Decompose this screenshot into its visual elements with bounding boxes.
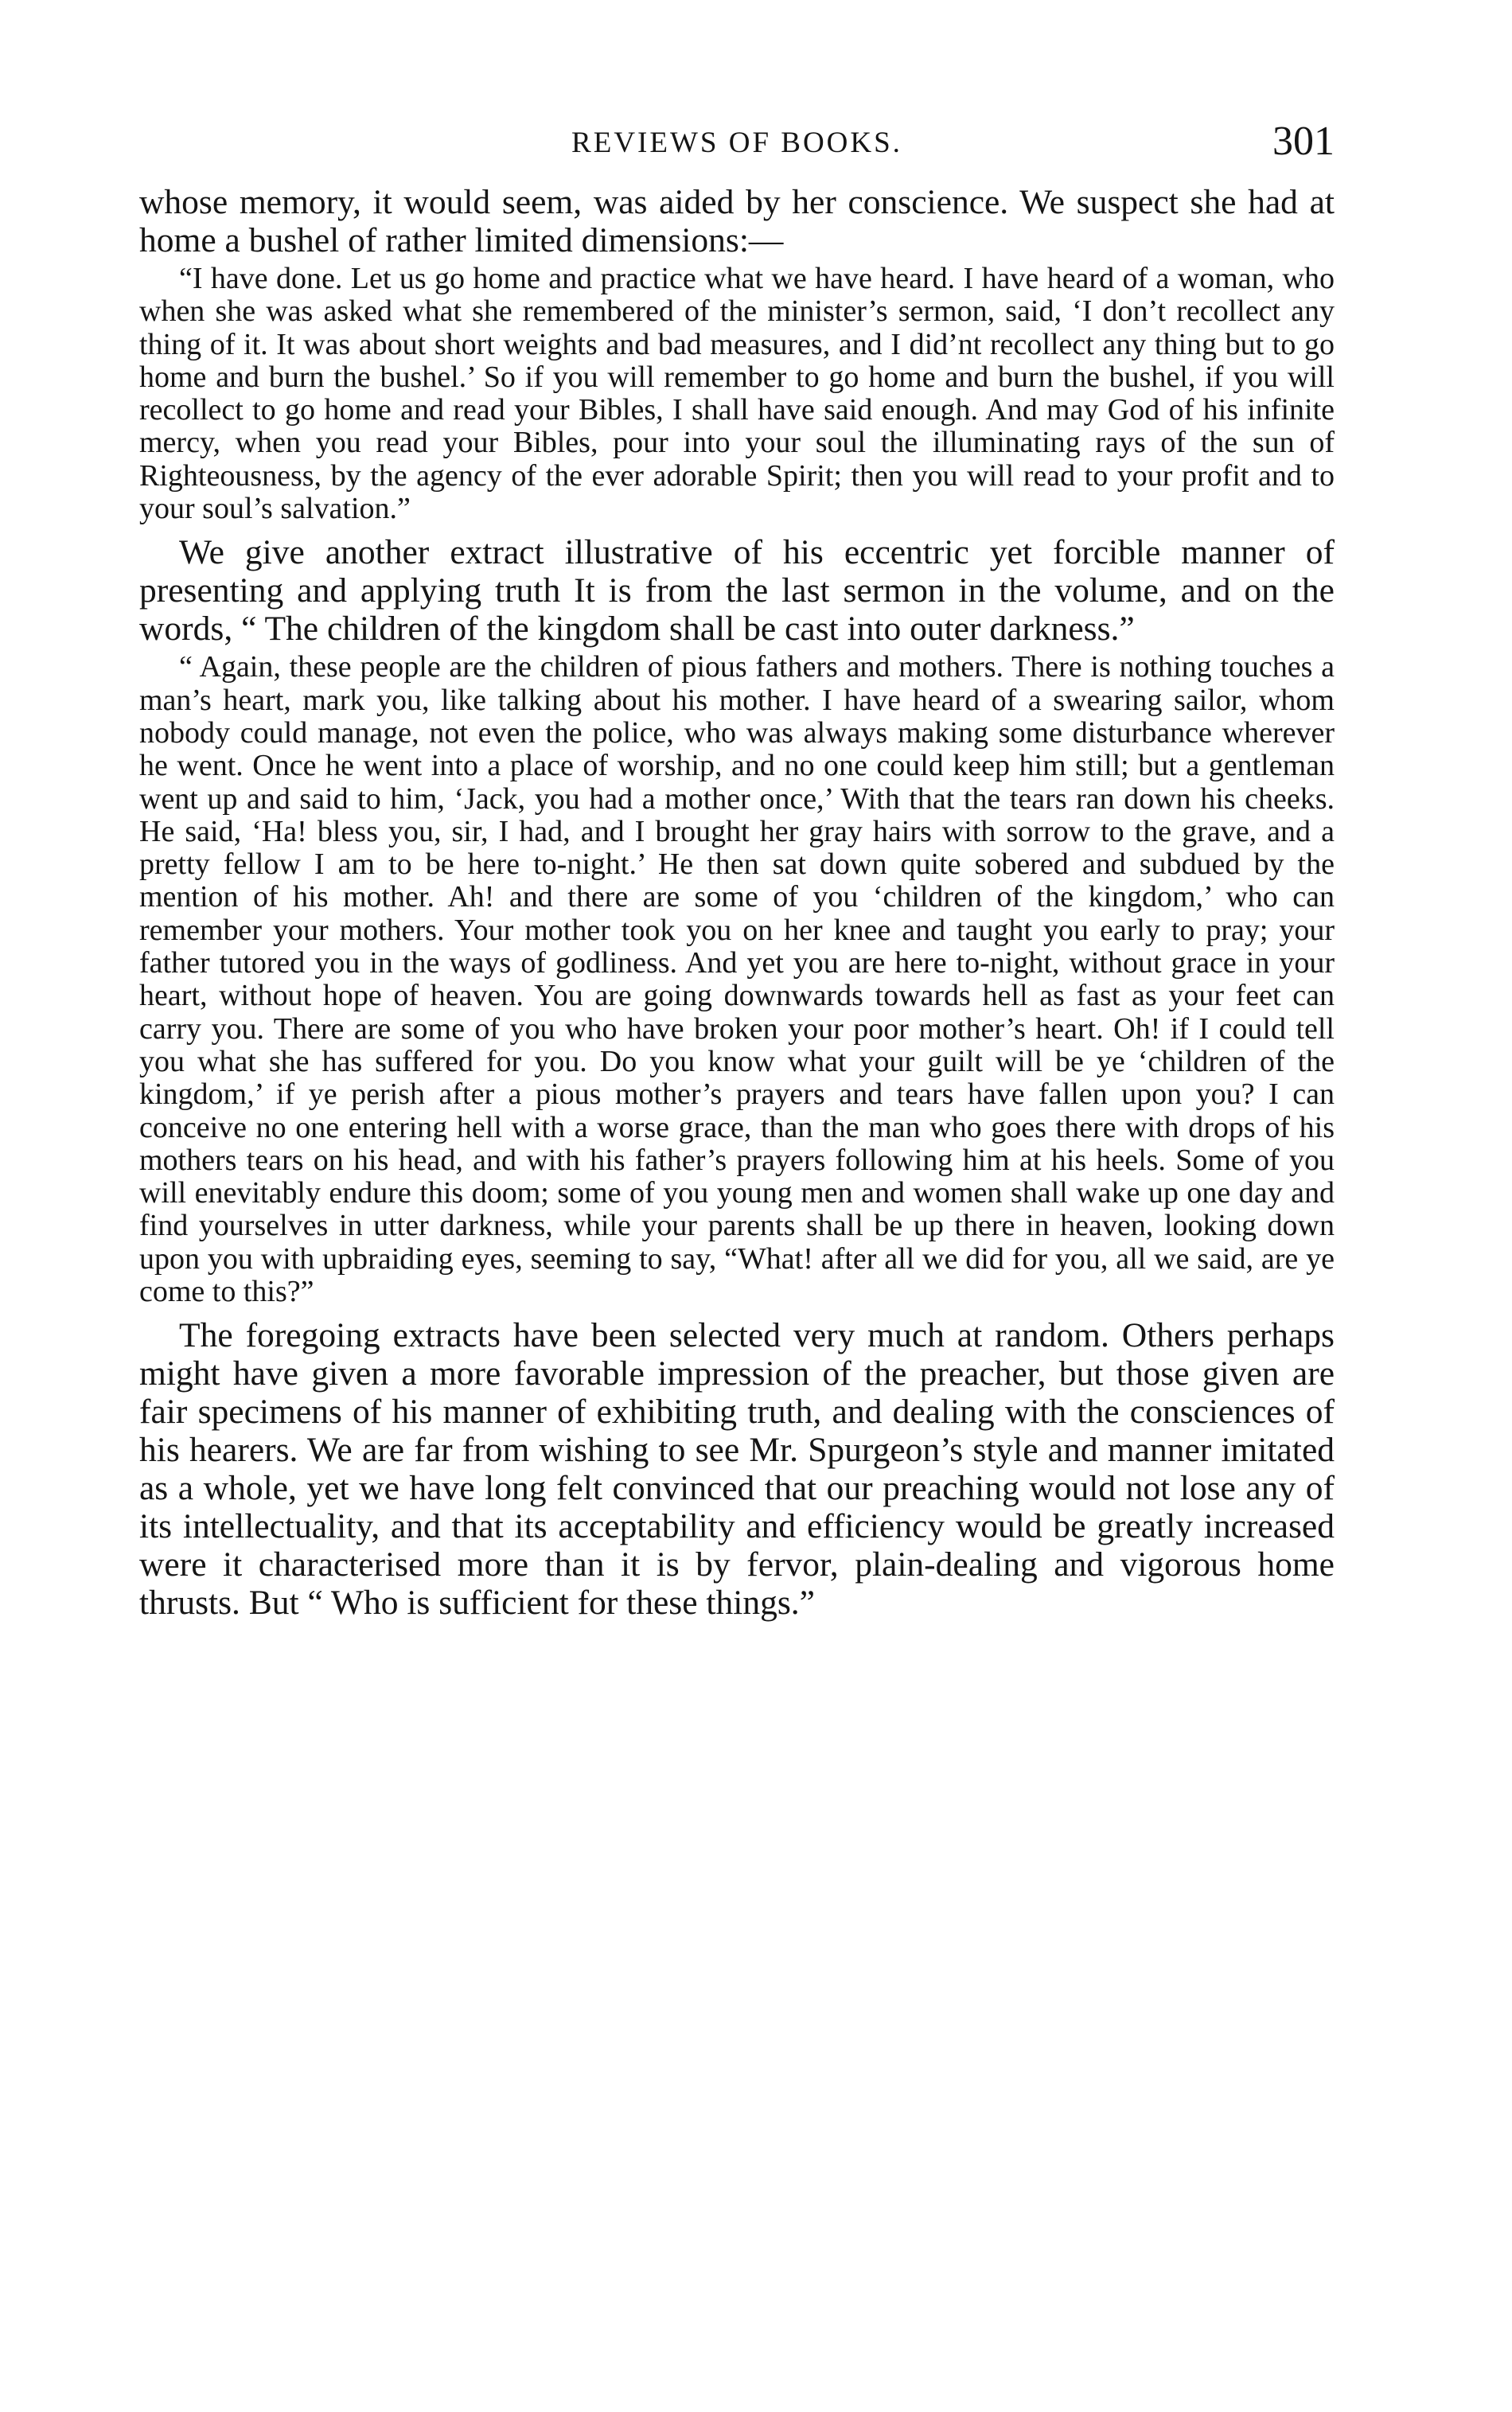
block-quote-1: “I have done. Let us go home and practice what we have heard. I have heard of a woman, who when she was asked what she remembered of the minister’s sermon, said, ‘I don’t recollect any thing of it. It was about short weights and bad measures, and I did’nt recollect any thing but to go home and burn the bushel.’ So if you will remember to go home and burn the bushel, if you will recollect to go home and read your Bibles, I shall have said enough. And may God of his infinite mercy, when you read your Bibles, pour into your soul the illuminating rays of the sun of Righteousness, by the agency of the ever adorable Spirit; then you will read to your profit and to your soul’s salvation.” — [139, 262, 1335, 526]
paragraph-conclusion: The foregoing extracts have been selected very much at random. Others perhaps might have given a more favorable impression of the preacher, but those given are fair specimens of his manner of exhibiting truth, and dealing with the consciences of his hearers. We are far from wishing to see Mr. Spurgeon’s style and manner imitated as a whole, yet we have long felt convinced that our preaching would not lose any of its intellectuality, and that its acceptability and efficiency would be greatly increased were it characterised more than it is by fervor, plain-dealing and vigorous home thrusts. But “ Who is sufficient for these things.” — [139, 1316, 1335, 1623]
paragraph-continuation: whose memory, it would seem, was aided by her conscience. We suspect she had at home a bushel of rather limited dimensions:— — [139, 183, 1335, 259]
page — [139, 119, 1335, 1622]
page-number: 301 — [1272, 119, 1335, 164]
block-quote-2: “ Again, these people are the children of pious fathers and mothers. There is nothing touches a man’s heart, mark you, like talking about his mother. I have heard of a swearing sailor, whom nobody could manage, not even the police, who was always making some disturbance wherever he went. Once he went into a place of worship, and no one could keep him still; but a gentleman went up and said to him, ‘Jack, you had a mother once,’ With that the tears ran down his cheeks. He said, ‘Ha! bless you, sir, I had, and I brought her gray hairs with sorrow to the grave, and a pretty fellow I am to be here to-night.’ He then sat down quite sobered and subdued by the mention of his mother. Ah! and there are some of you ‘children of the kingdom,’ who can remember your mothers. Your mother took you on her knee and taught you early to pray; your father tutored you in the ways of godliness. And yet you are here to-night, without grace in your heart, without hope of heaven. You are going downwards towards hell as fast as your feet can carry you. There are some of you who have broken your poor mother’s heart. Oh! if I could tell you what she has suffered for you. Do you know what your guilt will be ye ‘children of the kingdom,’ if ye perish after a pious mother’s prayers and tears have fallen upon you? I can conceive no one entering hell with a worse grace, than the man who goes there with drops of his mothers tears on his head, and with his father’s prayers following him at his heels. Some of you will enevitably endure this doom; some of you young men and women shall wake up one day and find yourselves in utter darkness, while your parents shall be up there in heaven, looking down upon you with upbraiding eyes, seeming to say, “What! after all we did for you, all we said, are ye come to this?” — [139, 650, 1335, 1309]
running-title: REVIEWS OF BOOKS. — [571, 127, 902, 159]
paragraph-extract-intro: We give another extract illustrative of his eccentric yet forcible manner of presenting and applying truth It is from the last sermon in the volume, and on the words, “ The children of the kingdom shall be cast into outer darkness.” — [139, 533, 1335, 649]
running-head — [139, 119, 1335, 183]
